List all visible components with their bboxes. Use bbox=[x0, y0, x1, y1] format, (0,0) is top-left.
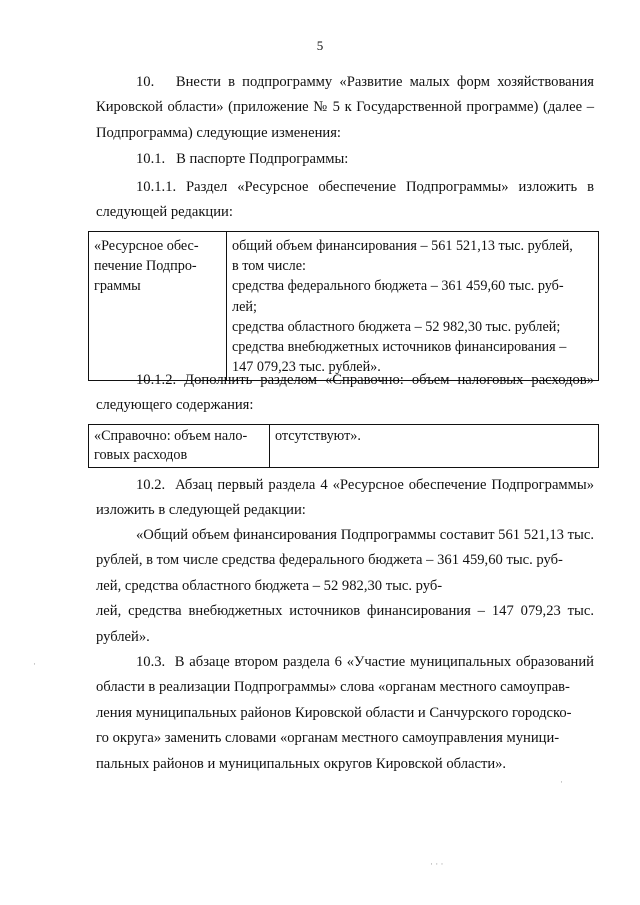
tax-expenses-table bbox=[88, 424, 599, 468]
page-number: 5 bbox=[316, 38, 324, 53]
table-row bbox=[89, 232, 599, 381]
resources-table bbox=[88, 231, 599, 381]
scan-mark: · bbox=[33, 659, 36, 669]
scan-mark: · bbox=[560, 777, 563, 787]
tax-value-cell: отсутствуют». bbox=[270, 425, 599, 468]
paragraph-10-3: 10.3. В абзаце втором раздела 6 «Участие муниципальных образований области в реализации Подпрограммы» слова «органам местного самоуправ- ления муниципальных районов Кировской области и Санчурского городско- го округа» заменить словами «органам местного самоуправления муници- пальных районов и муниципальных округов Кировской области». bbox=[96, 654, 594, 772]
paragraph-10-2: 10.2. Абзац первый раздела 4 «Ресурсное обеспечение Подпрограммы» изложить в следующей редакции: bbox=[96, 477, 594, 519]
resources-value-cell: общий объем финансирования – 561 521,13 тыс. рублей, в том числе: средства федерального бюджета – 361 459,60 тыс. руб- лей; средства областного бюджета – 52 982,30 тыс. рублей; средства внебюджетных источников финансирования – 147 079,23 тыс. рублей». bbox=[227, 232, 599, 381]
paragraph-10-1: 10.1. В паспорте Подпрограммы: bbox=[136, 151, 349, 167]
resources-label-cell: «Ресурсное обес- печение Подпро- граммы bbox=[89, 232, 227, 381]
tax-label-cell: «Справочно: объем нало- говых расходов bbox=[89, 425, 270, 468]
paragraph-quote: «Общий объем финансирования Подпрограммы составит 561 521,13 тыс. рублей, в том числе средства федерального бюджета – 361 459,60 тыс. руб- лей, средства областного бюджета – 52 982,30 тыс. руб- лей, средства внебюджетных источников финансирования – 147 079,23 тыс. рублей». bbox=[96, 527, 594, 645]
paragraph-10: 10. Внести в подпрограмму «Развитие малых форм хозяйствования Кировской области» (приложение № 5 к Государственной программе) (далее – Подпрограмма) следующие изменения: bbox=[96, 74, 594, 141]
scan-mark: · · · bbox=[430, 859, 444, 869]
table-row bbox=[89, 425, 599, 468]
paragraph-10-1-1: 10.1.1. Раздел «Ресурсное обеспечение Подпрограммы» изложить в следующей редакции: bbox=[96, 179, 594, 221]
paragraph-10-1-2: 10.1.2. Дополнить разделом «Справочно: объем налоговых расходов» следующего содержания: bbox=[96, 372, 594, 414]
